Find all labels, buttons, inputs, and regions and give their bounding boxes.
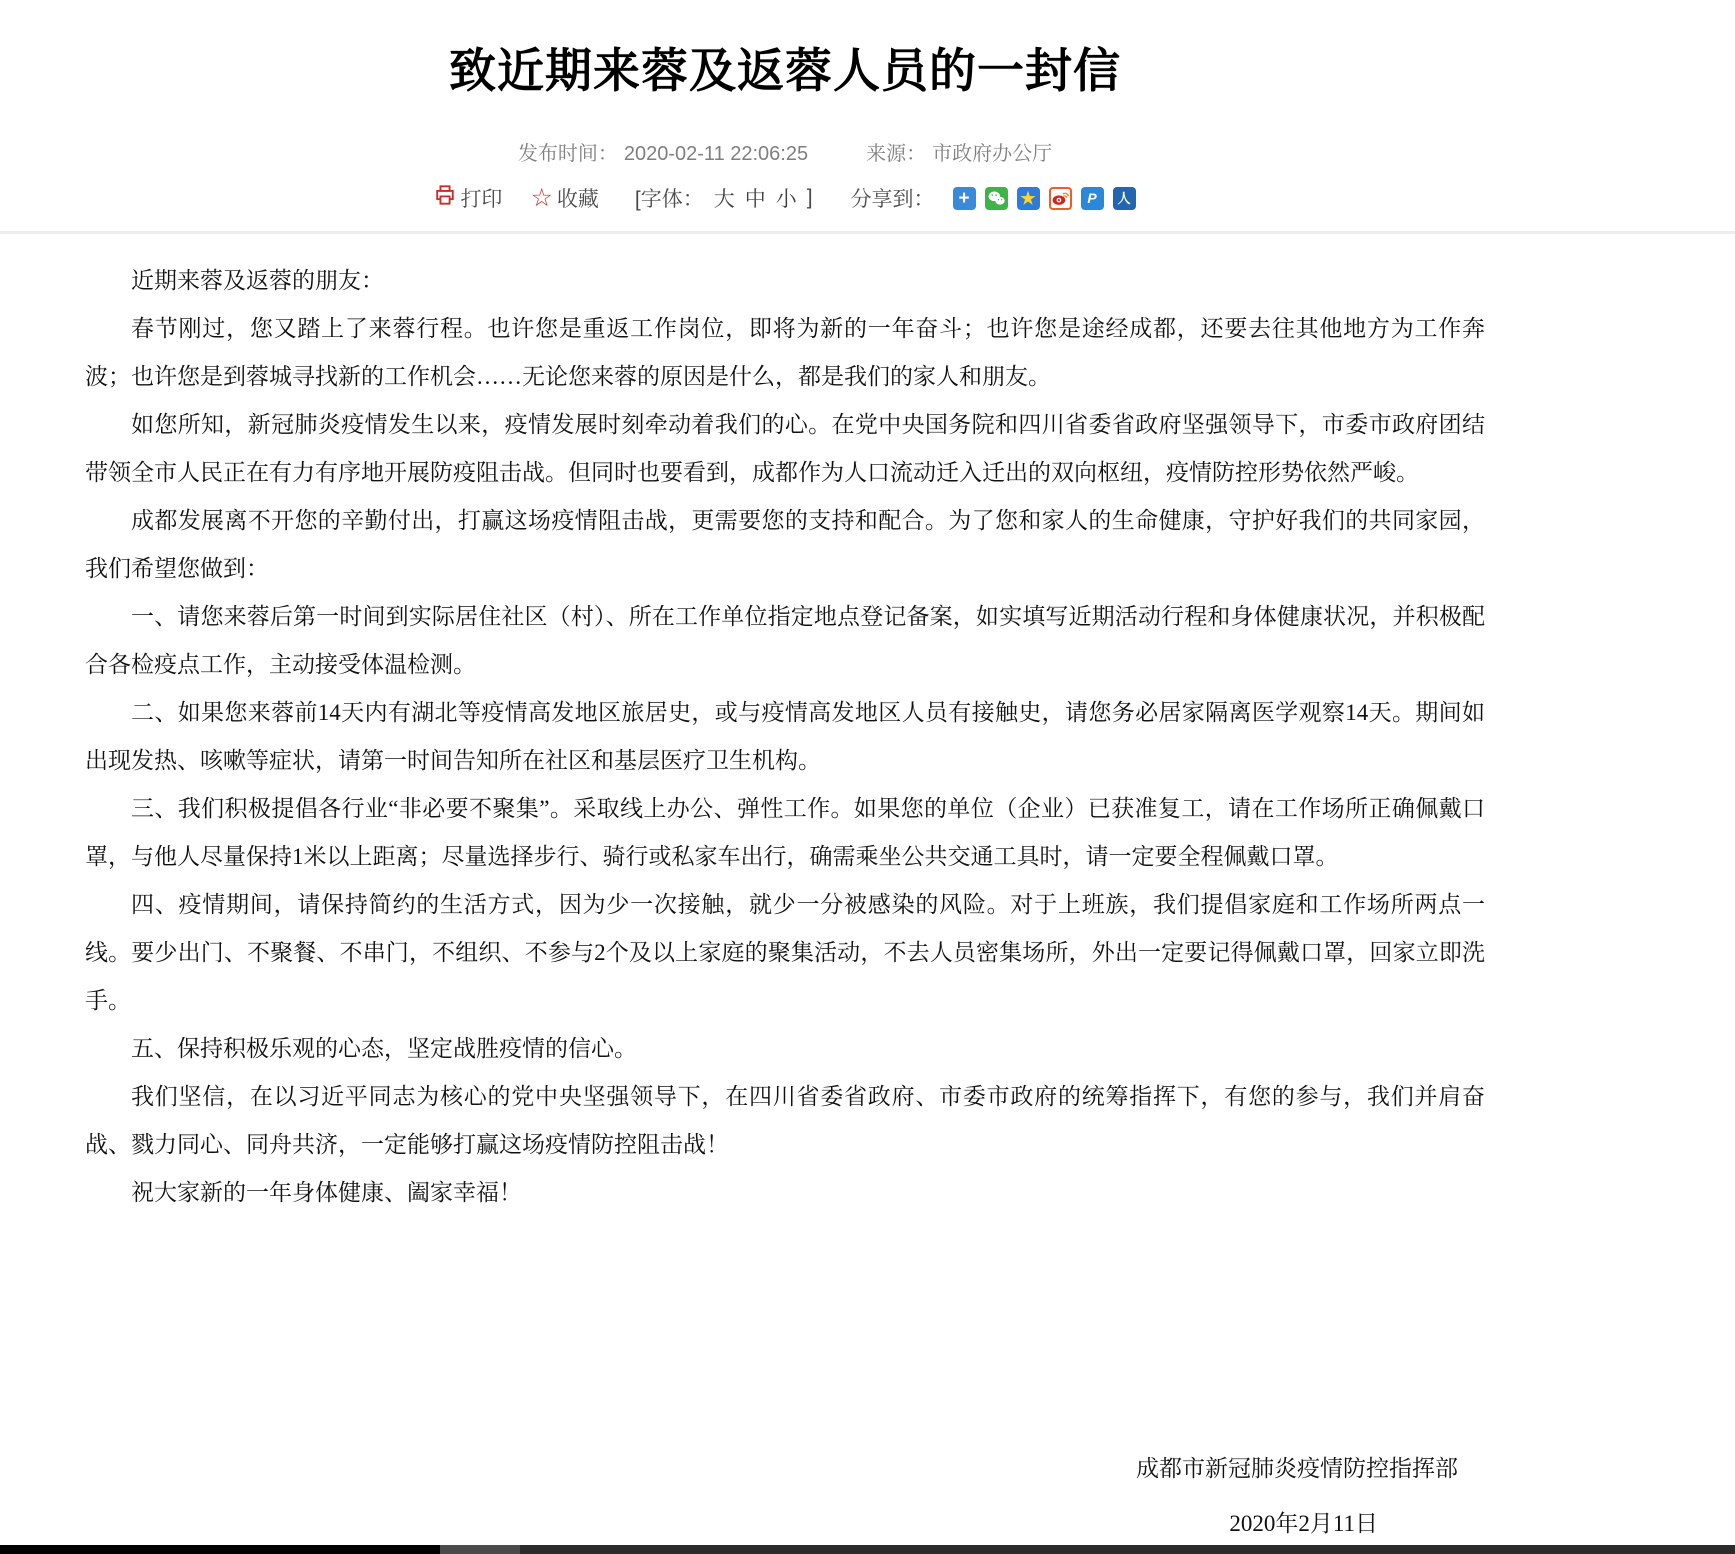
body-paragraph: 二、如果您来蓉前14天内有湖北等疫情高发地区旅居史，或与疫情高发地区人员有接触史，请您务必居家隔离医学观察14天。期间如出现发热、咳嗽等症状，请第一时间告知所在社区和基层医疗卫生机构。 [85, 700, 1485, 773]
publish-time [518, 137, 808, 166]
font-size-medium[interactable]: 中 [744, 188, 766, 211]
source-value: 市政府办公厅 [932, 143, 1053, 165]
qzone-share-icon[interactable]: ★ [1017, 187, 1040, 210]
article-body [0, 234, 1570, 1217]
bottom-scrollbar[interactable] [0, 1545, 1735, 1554]
body-paragraph: 三、我们积极提倡各行业“非必要不聚集”。采取线上办公、弹性工作。如果您的单位（企业）已获准复工，请在工作场所正确佩戴口罩，与他人尽量保持1米以上距离；尽量选择步行、骑行或私家车出行，确需乘坐公共交通工具时，请一定要全程佩戴口罩。 [85, 796, 1485, 869]
font-bracket-open: [字体： [634, 188, 704, 211]
font-bracket-close: ] [806, 186, 813, 209]
body-paragraph: 我们坚信，在以习近平同志为核心的党中央坚强领导下，在四川省委省政府、市委市政府的统筹指挥下，有您的参与，我们并肩奋战、戮力同心、同舟共济，一定能够打赢这场疫情防控阻击战！ [85, 1084, 1485, 1157]
body-paragraph: 祝大家新的一年身体健康、阖家幸福！ [131, 1180, 522, 1205]
favorite-button[interactable] [530, 183, 598, 213]
signature: 成都市新冠肺炎疫情防控指挥部 [1136, 1456, 1458, 1481]
font-size-group [635, 183, 813, 213]
signature-date: 2020年2月11日 [1229, 1511, 1378, 1536]
wechat-share-icon[interactable] [985, 187, 1008, 210]
font-size-large[interactable]: 大 [713, 188, 735, 211]
article-meta [0, 137, 1570, 166]
body-paragraph: 一、请您来蓉后第一时间到实际居住社区（村）、所在工作单位指定地点登记备案，如实填写近期活动行程和身体健康状况，并积极配合各检疫点工作，主动接受体温检测。 [85, 604, 1485, 677]
source-label: 来源： [866, 143, 927, 165]
print-label: 打印 [460, 188, 503, 211]
printer-icon [434, 184, 456, 212]
source [866, 137, 1052, 166]
renren-share-icon[interactable]: 人 [1113, 187, 1136, 210]
body-paragraph: 成都发展离不开您的辛勤付出，打赢这场疫情阻击战，更需要您的支持和配合。为了您和家人的生命健康，守护好我们的共同家园，我们希望您做到： [85, 508, 1485, 581]
star-icon: ☆ [530, 183, 553, 212]
favorite-label: 收藏 [556, 188, 599, 211]
sina-weibo-share-icon[interactable] [1049, 187, 1072, 210]
share-icons [953, 187, 1136, 210]
page-title: 致近期来蓉及返蓉人员的一封信 [449, 44, 1121, 97]
article-toolbar [0, 183, 1570, 213]
body-paragraph: 春节刚过，您又踏上了来蓉行程。也许您是重返工作岗位，即将为新的一年奋斗；也许您是途经成都，还要去往其他地方为工作奔波；也许您是到蓉城寻找新的工作机会……无论您来蓉的原因是什么，都是我们的家人和朋友。 [85, 316, 1485, 389]
body-paragraph: 近期来蓉及返蓉的朋友： [131, 268, 384, 293]
body-paragraph: 五、保持积极乐观的心态，坚定战胜疫情的信心。 [131, 1036, 637, 1061]
publish-time-value: 2020-02-11 22:06:25 [623, 143, 809, 165]
font-size-small[interactable]: 小 [775, 188, 797, 211]
body-paragraph: 四、疫情期间，请保持简约的生活方式，因为少一次接触，就少一分被感染的风险。对于上班族，我们提倡家庭和工作场所两点一线。要少出门、不聚餐、不串门，不组织、不参与2个及以上家庭的聚集活动，不去人员密集场所，外出一定要记得佩戴口罩，回家立即洗手。 [85, 892, 1485, 1013]
print-button[interactable] [434, 183, 502, 213]
share-label: 分享到： [850, 188, 935, 211]
tencent-weibo-share-icon[interactable]: P [1081, 187, 1104, 210]
body-paragraph: 如您所知，新冠肺炎疫情发生以来，疫情发展时刻牵动着我们的心。在党中央国务院和四川省委省政府坚强领导下，市委市政府团结带领全市人民正在有力有序地开展防疫阻击战。但同时也要看到，成都作为人口流动迁入迁出的双向枢纽，疫情防控形势依然严峻。 [85, 412, 1485, 485]
publish-time-label: 发布时间： [517, 143, 618, 165]
scrollbar-track [0, 1545, 440, 1554]
scrollbar-thumb[interactable] [440, 1545, 520, 1554]
share-more-icon[interactable]: + [953, 187, 976, 210]
